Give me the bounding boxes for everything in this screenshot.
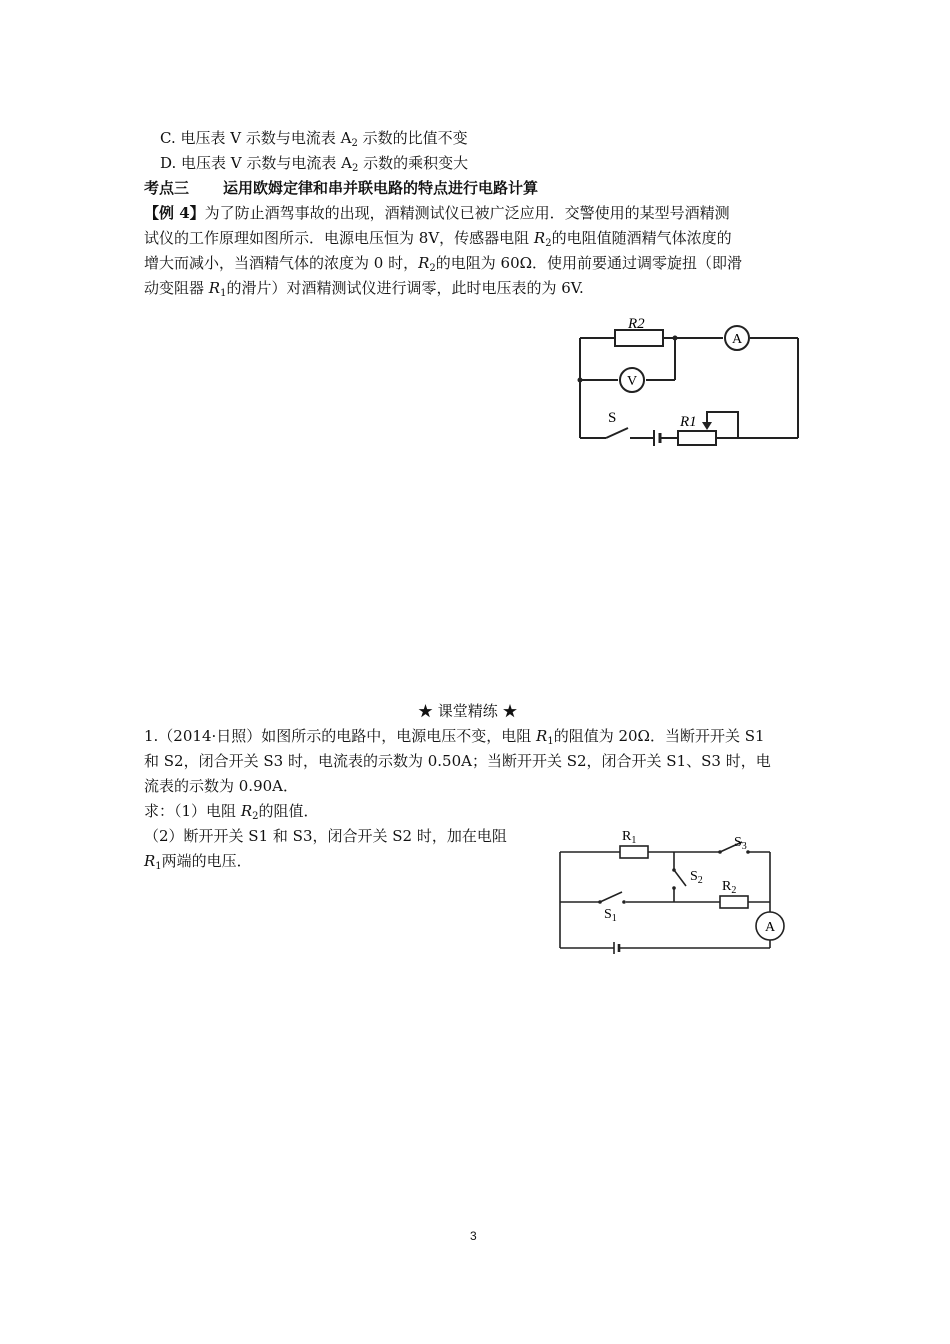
circuit2-s3-label: $S_3$ <box>734 835 747 852</box>
question1-line3: 流表的示数为 0.90A． <box>144 777 298 795</box>
q1-part2-text: 两端的电压． <box>161 852 252 870</box>
q1-text-1b: 的阻值为 20Ω．当断开开关 S1 <box>553 727 765 745</box>
example4-sub-2: 2 <box>545 238 552 249</box>
circuit-diagram-1 <box>570 318 810 453</box>
section-label: 考点三 <box>144 179 190 197</box>
q1-part2-var: R <box>144 852 156 870</box>
resistor-r2 <box>615 330 663 346</box>
switch-s1-symbol <box>600 892 622 902</box>
example4-line4 <box>144 277 584 305</box>
example4-text-2a: 试仪的工作原理如图所示．电源电压恒为 8V，传感器电阻 <box>144 229 534 247</box>
example4-text-2b: 的电阻值随酒精气体浓度的 <box>551 229 732 247</box>
example4-tag: 【例 4】 <box>144 204 205 222</box>
circuit1-voltmeter-label: V <box>627 374 638 389</box>
q1-var-r1: R <box>536 727 548 745</box>
example4-text-4a: 动变阻器 <box>144 279 209 297</box>
circuit1-r2-label: R2 <box>628 318 645 332</box>
option-d-prefix: D. 电压表 V 示数与电流表 A <box>160 154 352 172</box>
example4-line2 <box>144 227 732 255</box>
circuit2-r1-label: $R_1$ <box>622 829 637 846</box>
circuit2-s2-label: $S_2$ <box>690 869 703 886</box>
q1-part2-sub: 1 <box>155 861 162 872</box>
circuit2-s1-label: $S_1$ <box>604 907 617 924</box>
example4-text-1: 为了防止酒驾事故的出现，酒精测试仪已被广泛应用．交警使用的某型号酒精测 <box>204 204 730 222</box>
example4-text-3b: 的电阻为 60Ω．使用前要通过调零旋扭（即滑 <box>435 254 743 272</box>
circuit-diagram-2 <box>552 826 802 956</box>
question1-part2: （2）断开开关 S1 和 S3，闭合开关 S2 时，加在电阻 <box>144 827 507 845</box>
option-d-sub: 2 <box>352 163 359 174</box>
q1-ask-var: R <box>240 802 253 820</box>
option-d <box>160 152 468 180</box>
example4-var-r1: R <box>208 279 221 297</box>
circuit2-r2-label: $R_2$ <box>722 879 737 896</box>
option-d-suffix: 示数的乘积变大 <box>358 154 469 172</box>
option-c <box>160 127 468 155</box>
question1-part2b <box>144 850 252 878</box>
example4-text-4b: 的滑片）对酒精测试仪进行调零，此时电压表的为 6V. <box>226 279 584 297</box>
option-c-suffix: 示数的比值不变 <box>357 129 468 147</box>
example4-sub-4: 1 <box>220 288 227 299</box>
example4-text-3a: 增大而减小，当酒精气体的浓度为 0 时， <box>144 254 419 272</box>
q1-ask-b: 的阻值． <box>258 802 319 820</box>
switch-s-symbol <box>606 428 628 438</box>
q1-ask-a: 求：（1）电阻 <box>144 802 241 820</box>
example4-line3 <box>144 252 742 280</box>
option-c-sub: 2 <box>351 138 358 149</box>
circuit1-switch-label: S <box>608 410 617 426</box>
example4-sub-3: 2 <box>429 263 436 274</box>
q1-sub-1: 1 <box>547 736 554 747</box>
circuit2-ammeter-label: A <box>765 920 776 935</box>
practice-heading: ★ 课堂精练 ★ <box>418 702 518 720</box>
resistor-r1 <box>620 846 648 858</box>
question1-ask <box>144 800 319 828</box>
example4-var-r2b: R <box>418 254 430 272</box>
q1-ask-sub: 2 <box>252 811 259 822</box>
question1-line2: 和 S2，闭合开关 S3 时，电流表的示数为 0.50A；当断开开关 S2，闭合开关 S1、S3 时，电 <box>144 752 771 770</box>
resistor-r2 <box>720 896 748 908</box>
resistor-r1 <box>678 431 716 445</box>
circuit1-r1-label: R1 <box>680 414 697 430</box>
question1-line1 <box>144 725 765 753</box>
example4-var-r2: R <box>533 229 546 247</box>
circuit1-ammeter-label: A <box>732 332 743 347</box>
example4-line1 <box>144 202 730 224</box>
option-c-prefix: C. 电压表 V 示数与电流表 A <box>160 129 352 147</box>
switch-s2-symbol <box>674 870 686 886</box>
section-title: 运用欧姆定律和串并联电路的特点进行电路计算 <box>223 179 539 197</box>
q1-text-1a: 1.（2014·日照）如图所示的电路中，电源电压不变，电阻 <box>144 727 537 745</box>
page-number: 3 <box>470 1229 477 1243</box>
section-heading <box>144 177 538 199</box>
